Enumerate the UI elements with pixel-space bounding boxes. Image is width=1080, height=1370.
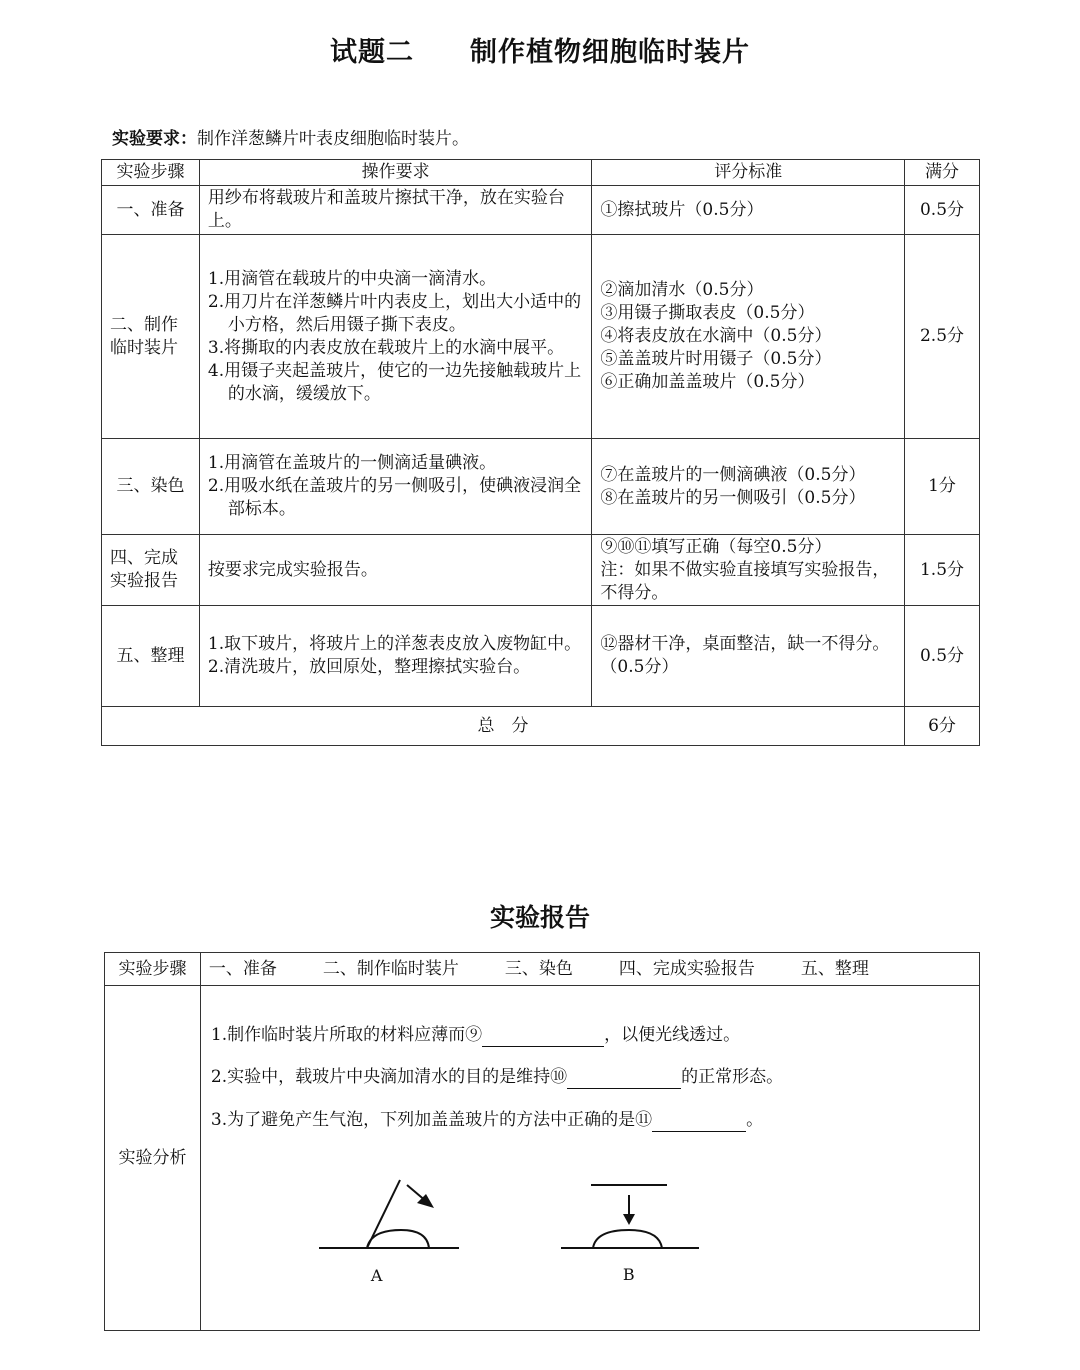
- question-1-text: 1.制作临时装片所取的材料应薄而⑨: [210, 1025, 483, 1045]
- header-step: 实验步骤: [102, 160, 200, 186]
- coverslip-a: [367, 1180, 400, 1248]
- diagram-b-label: B: [622, 1265, 635, 1284]
- criteria-item: ⑦在盖玻片的一侧滴碘液（0.5分）: [600, 464, 866, 485]
- table-header-row: [102, 160, 980, 186]
- question-3-tail: 。: [746, 1110, 764, 1130]
- report-step: 一、准备: [208, 958, 277, 979]
- report-steps-label: 实验步骤: [105, 953, 201, 986]
- analysis-content: [201, 986, 979, 1330]
- op-item: 2.用吸水纸在盖玻片的另一侧吸引，使碘液浸润全部标本。: [207, 476, 582, 519]
- ops-cell: [199, 606, 592, 707]
- step-cell: 三、染色: [102, 439, 200, 535]
- analysis-row: [105, 986, 980, 1331]
- ops-cell: 用纱布将载玻片和盖玻片擦拭干净，放在实验台上。: [199, 186, 592, 235]
- criteria-item: ⑧在盖玻片的另一侧吸引（0.5分）: [600, 487, 866, 508]
- total-label: 总 分: [102, 707, 905, 746]
- table-row: [102, 235, 980, 439]
- score-cell: 1.5分: [905, 535, 980, 606]
- table-row: [102, 439, 980, 535]
- header-criteria: 评分标准: [592, 160, 905, 186]
- diagram-a: [319, 1180, 459, 1248]
- step-cell: 五、整理: [102, 606, 200, 707]
- page-title: 试题二 制作植物细胞临时装片: [330, 37, 750, 68]
- report-title: 实验报告: [489, 903, 590, 932]
- criteria-item: ②滴加清水（0.5分）: [600, 280, 764, 300]
- table-row: [102, 186, 980, 235]
- requirement-label: 实验要求：: [112, 129, 197, 149]
- water-drop-a: [367, 1230, 429, 1248]
- score-cell: 0.5分: [905, 606, 980, 707]
- step-cell: 四、完成实验报告: [102, 535, 200, 606]
- criteria-cell: ⑫器材干净，桌面整洁，缺一不得分。（0.5分）: [592, 606, 905, 707]
- report-steps-row: [105, 953, 980, 986]
- score-table: [101, 159, 980, 746]
- coverslip-diagram: [201, 986, 981, 1330]
- op-item: 2.清洗玻片，放回原处，整理擦拭实验台。: [207, 657, 531, 677]
- report-step: 五、整理: [800, 958, 869, 979]
- table-row: [102, 606, 980, 707]
- question-3-text: 3.为了避免产生气泡，下列加盖盖玻片的方法中正确的是⑪: [210, 1110, 653, 1130]
- report-table: [104, 952, 980, 1331]
- criteria-item: ⑤盖盖玻片时用镊子（0.5分）: [600, 349, 832, 369]
- ops-cell: [199, 439, 592, 535]
- table-row: [102, 535, 980, 606]
- total-row: [102, 707, 980, 746]
- total-score: 6分: [905, 707, 980, 746]
- score-cell: 2.5分: [905, 235, 980, 439]
- arrow-b-head: [623, 1214, 635, 1225]
- criteria-item: ⑥正确加盖盖玻片（0.5分）: [600, 372, 815, 392]
- criteria-cell: ①擦拭玻片（0.5分）: [592, 186, 905, 235]
- criteria-item: ④将表皮放在水滴中（0.5分）: [600, 326, 832, 346]
- question-2-tail: 的正常形态。: [681, 1067, 784, 1087]
- ops-cell: 按要求完成实验报告。: [199, 535, 592, 606]
- op-item: 1.取下玻片，将玻片上的洋葱表皮放入废物缸中。: [207, 634, 582, 654]
- requirement: [112, 124, 469, 149]
- op-item: 2.用刀片在洋葱鳞片叶内表皮上，划出大小适中的小方格，然后用镊子撕下表皮。: [207, 291, 582, 335]
- criteria-item: ⑨⑩⑪填写正确（每空0.5分）: [600, 536, 832, 557]
- report-step: 四、完成实验报告: [618, 958, 755, 979]
- ops-cell: [199, 235, 592, 439]
- criteria-cell: [592, 535, 905, 606]
- op-item: 3.将撕取的内表皮放在载玻片上的水滴中展平。: [207, 337, 565, 358]
- report-steps: [200, 953, 979, 986]
- water-drop-b: [593, 1230, 662, 1248]
- criteria-note: 注：如果不做实验直接填写实验报告，不得分。: [600, 559, 890, 603]
- report-step: 三、染色: [504, 958, 573, 979]
- question-2-text: 2.实验中，载玻片中央滴加清水的目的是维持⑩: [210, 1067, 568, 1087]
- diagram-b: [561, 1185, 699, 1248]
- analysis-label: 实验分析: [105, 986, 201, 1331]
- diagram-a-label: A: [370, 1266, 383, 1285]
- report-step: 二、制作临时装片: [322, 958, 459, 979]
- requirement-text: 制作洋葱鳞片叶表皮细胞临时装片。: [197, 129, 469, 149]
- op-item: 4.用镊子夹起盖玻片，使它的一边先接触载玻片上的水滴，缓缓放下。: [207, 360, 582, 404]
- criteria-cell: [592, 235, 905, 439]
- score-cell: 0.5分: [905, 186, 980, 235]
- step-cell: 二、制作临时装片: [102, 235, 200, 439]
- op-item: 1.用滴管在载玻片的中央滴一滴清水。: [207, 268, 497, 289]
- op-item: 1.用滴管在盖玻片的一侧滴适量碘液。: [207, 453, 497, 473]
- criteria-item: ③用镊子撕取表皮（0.5分）: [600, 303, 815, 323]
- step-cell: 一、准备: [102, 186, 200, 235]
- header-score: 满分: [905, 160, 980, 186]
- header-ops: 操作要求: [199, 160, 592, 186]
- question-1-tail: ，以便光线透过。: [604, 1025, 741, 1045]
- score-cell: 1分: [905, 439, 980, 535]
- criteria-cell: [592, 439, 905, 535]
